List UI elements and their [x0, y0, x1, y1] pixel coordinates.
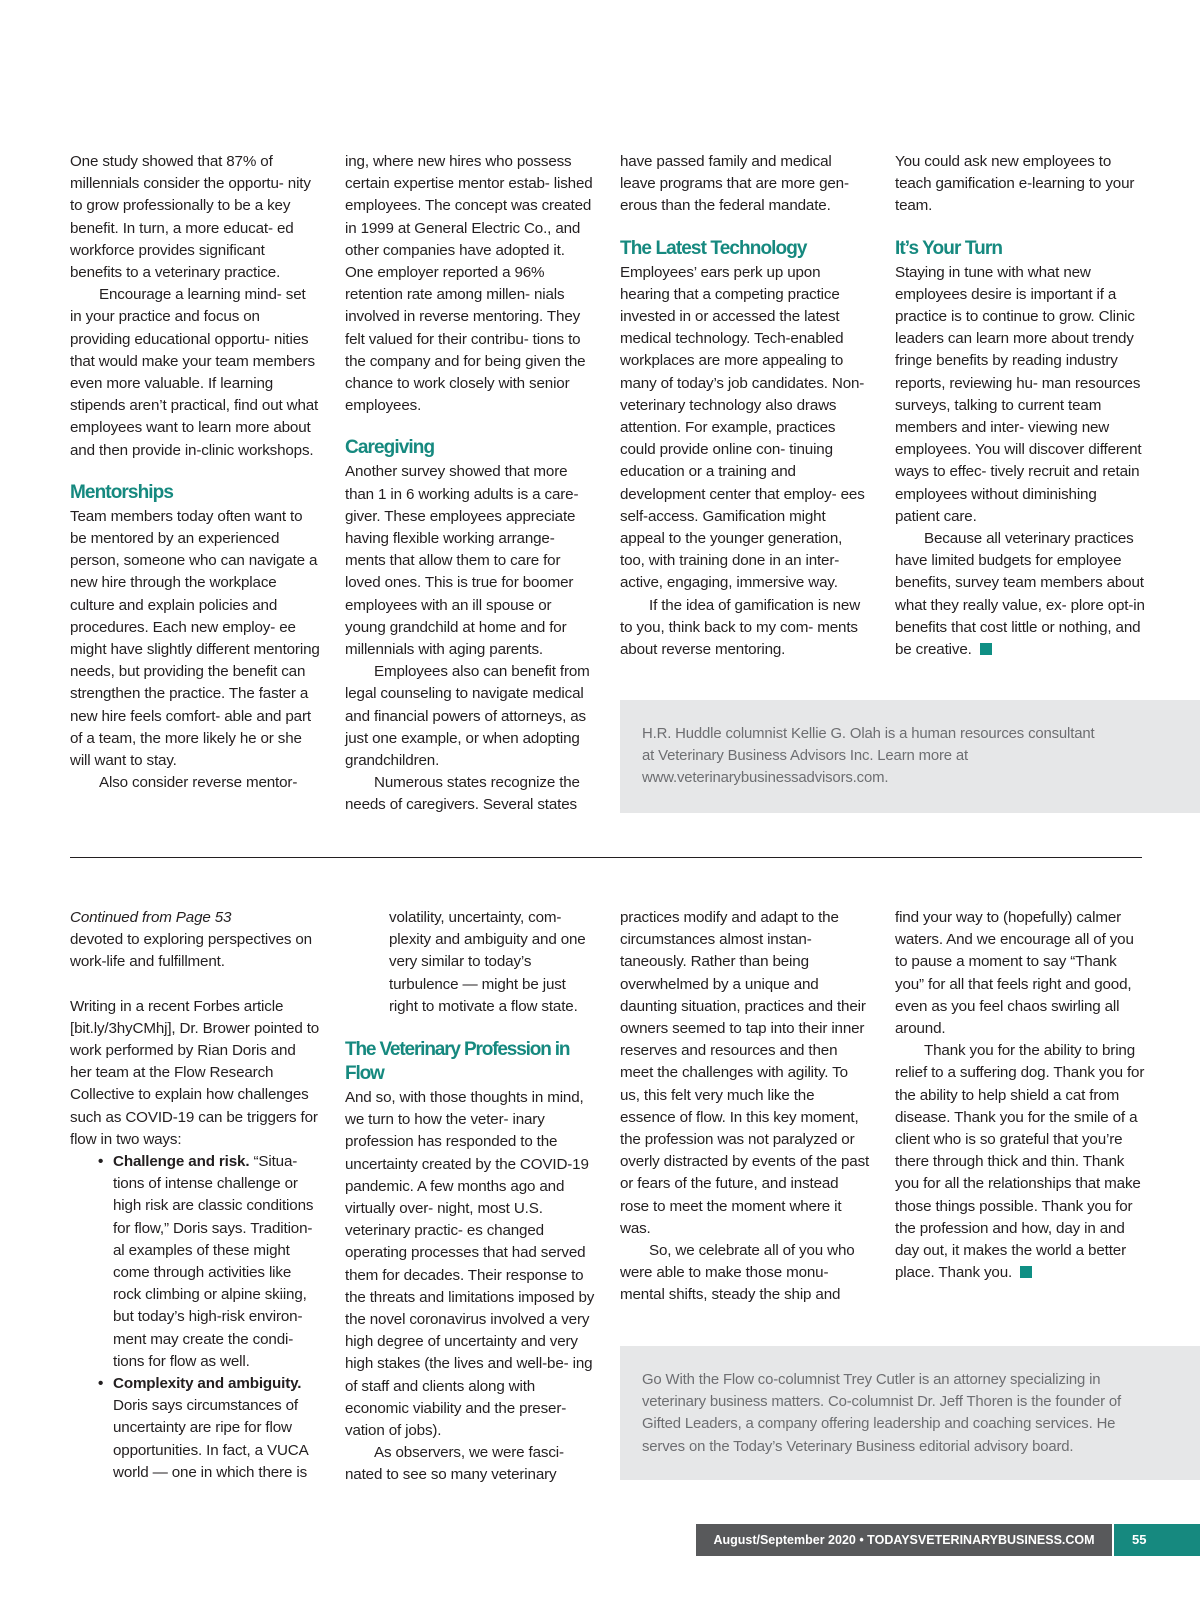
paragraph: devoted to exploring perspectives on work-life and fulfillment.: [70, 931, 312, 971]
paragraph-text: Because all veterinary practices have limited budgets for employee benefits, survey team members about what they really value, ex- plore opt-in benefits that cost little or nothing, and be creative.: [895, 530, 1145, 659]
co-columnist-bio-text: Go With the Flow co-columnist Trey Cutler is an attorney specializing in veterinary business matters. Co-columnist Dr. Jeff Thoren is the founder of Gifted Leaders, a company offering leadership and coaching services. He serves on the Today’s Veterinary Business editorial advisory board.: [642, 1372, 1121, 1455]
paragraph: practices modify and adapt to the circumstances almost instan- taneously. Rather than being overwhelmed by a unique and daunting situation, practices and their owners seemed to tap into their inner reserves and resources and then meet the challenges with agility. To us, this felt very much like the essence of flow. In this key moment, the profession was not paralyzed or overly distracted by events of the past or fears of the future, and instead rose to meet the moment where it was.: [620, 909, 870, 1237]
top-column-4: [895, 151, 1145, 661]
paragraph: [895, 1040, 1145, 1284]
paragraph-text: Thank you for the ability to bring relief to a suffering dog. Thank you for the ability to help shield a cat from disease. Thank you for the smile of a client who is so grateful that you’re there through thick and thin. Thank you for all the relationships that make those things possible. Thank you for the profession and how, day in and day out, it makes the world a better place. Thank you.: [895, 1042, 1145, 1282]
paragraph: Team members today often want to be mentored by an experienced person, someone who can navigate a new hire through the workplace culture and explain policies and procedures. Each new employ- ee might have slightly different mentoring needs, but providing the benefit can strengthen the practice. The faster a new hire feels comfort- able and part of a team, the more likely he or she will want to stay.: [70, 507, 320, 770]
paragraph: have passed family and medical leave programs that are more gen- erous than the federal mandate.: [620, 153, 849, 215]
list-item: [70, 1373, 320, 1484]
paragraph: Another survey showed that more than 1 in 6 working adults is a care- giver. These employees appreciate having flexible working arrange- ments that allow them to care for loved ones. This is true for boomer employees with an ill spouse or young grandchild at home and for millennials with aging parents.: [345, 463, 579, 659]
bullet-text: “Situa- tions of intense challenge or high risk are classic conditions for flow,” Doris says. Tradition- al examples of these might come through activities like rock climbing or alpine skiing, but today’s high-risk environ- ment may create the condi- tions for flow as well.: [113, 1153, 314, 1370]
heading-mentorships: Mentorships: [70, 481, 174, 503]
top-column-2: [345, 151, 595, 817]
heading-its-your-turn: It’s Your Turn: [895, 237, 1003, 259]
list-item: [70, 1151, 320, 1373]
paragraph: Staying in tune with what new employees desire is important if a practice is to continue to grow. Clinic leaders can learn more about trendy fringe benefits by reading industry reports, reviewing hu- man resources surveys, talking to current team members and inter- viewing new employees. You will discover different ways to effec- tively recruit and retain employees without diminishing patient care.: [895, 263, 1142, 525]
paragraph: And so, with those thoughts in mind, we turn to how the veter- inary profession has responded to the uncertainty created by the COVID-19 pandemic. A few months ago and virtually over- night, most U.S. veterinary practic- es changed operating processes that had served them for decades. Their response to the threats and limitations imposed by the novel coronavirus involved a very high degree of uncertainty and very high stakes (the lives and well-be- ing of staff and clients along with economic viability and the preser- vation of jobs).: [345, 1089, 595, 1440]
paragraph: So, we celebrate all of you who were able to make those monu- mental shifts, steady the ship and: [620, 1242, 855, 1304]
bullet-list: [70, 1151, 320, 1484]
bottom-column-2: [345, 907, 595, 1487]
top-column-1: [70, 151, 320, 794]
paragraph: volatility, uncertainty, com- plexity and ambiguity and one very similar to today’s turbulence — might be just right to motivate a flow state.: [389, 909, 586, 1015]
paragraph: [895, 528, 1145, 661]
paragraph: If the idea of gamification is new to you, think back to my com- ments about reverse mentoring.: [620, 596, 861, 659]
co-columnist-bio-box: [620, 1346, 1200, 1480]
paragraph: You could ask new employees to teach gamification e-learning to your team.: [895, 153, 1135, 215]
bottom-column-1: [70, 907, 320, 1484]
paragraph: find your way to (hopefully) calmer waters. And we encourage all of you to pause a moment to say “Thank you” for all that feels right and good, even as you feel chaos swirling all around.: [895, 909, 1134, 1038]
paragraph: Writing in a recent Forbes article [bit.ly/3hyCMhj], Dr. Brower pointed to work performed by Rian Doris and her team at the Flow Research Collective to explain how challenges such as COVID-19 can be triggers for flow in two ways:: [70, 997, 320, 1148]
heading-veterinary-profession-in-flow: The Veterinary Profession in Flow: [345, 1039, 570, 1085]
heading-caregiving: Caregiving: [345, 437, 435, 459]
bullet-label: Complexity and ambiguity.: [113, 1375, 302, 1393]
bottom-column-4: [895, 907, 1145, 1284]
bottom-column-3: [620, 907, 870, 1307]
paragraph: Also consider reverse mentor-: [99, 774, 298, 792]
section-divider: [70, 857, 1142, 858]
continued-note-text: Continued from Page 53: [70, 909, 232, 926]
author-bio-box: [620, 700, 1200, 813]
paragraph: ing, where new hires who possess certain expertise mentor estab- lished employees. The concept was created in 1999 at General Electric Co., and other companies have adopted it. One employer reported a 96% retention rate among millen- nials involved in reverse mentoring. They felt valued for their contribu- tions to the company and for being given the chance to work closely with senior employees.: [345, 153, 593, 415]
paragraph: Encourage a learning mind- set in your practice and focus on providing educational opportu- nities that would make your team members even more valuable. If learning stipends aren’t practical, find out what employees want to learn more about and then provide in-clinic workshops.: [70, 286, 319, 459]
paragraph: Employees’ ears perk up upon hearing that a competing practice invested in or accessed the latest medical technology. Tech-enabled workplaces are more appealing to many of today’s job candidates. Non-veterinary technology also draws attention. For example, practices could provide online con- tinuing education or a training and development center that employ- ees self-access. Gamification might appeal to the younger generation, too, with training done in an inter- active, engaging, immersive way.: [620, 263, 865, 592]
bullet-text: Doris says circumstances of uncertainty are ripe for flow opportunities. In fact, a VUCA world — one in which there is: [113, 1397, 308, 1481]
author-bio-text: H.R. Huddle columnist Kellie G. Olah is a human resources consultant at Veterinary Business Advisors Inc. Learn more at www.veterinarybusinessadvisors.com.: [642, 726, 1095, 787]
paragraph: Numerous states recognize the needs of caregivers. Several states: [345, 774, 580, 814]
paragraph: As observers, we were fasci- nated to see so many veterinary: [345, 1444, 564, 1484]
end-mark-icon: [1020, 1266, 1032, 1278]
continued-note: [70, 907, 320, 929]
bullet-label: Challenge and risk.: [113, 1153, 250, 1171]
heading-latest-technology: The Latest Technology: [620, 237, 807, 259]
paragraph: Employees also can benefit from legal counseling to navigate medical and financial powers of attorneys, as just one example, or when adopting grandchildren.: [345, 663, 590, 770]
top-column-3: [620, 151, 870, 661]
paragraph: One study showed that 87% of millennials consider the opportu- nity to grow professionally to be a key benefit. In turn, a more educat- ed workforce provides significant benefits to a veterinary practice.: [70, 153, 311, 282]
page-number: 55: [1114, 1524, 1200, 1556]
end-mark-icon: [980, 643, 992, 655]
footer-issue-bar: August/September 2020 • TODAYSVETERINARYBUSINESS.COM: [696, 1524, 1112, 1556]
